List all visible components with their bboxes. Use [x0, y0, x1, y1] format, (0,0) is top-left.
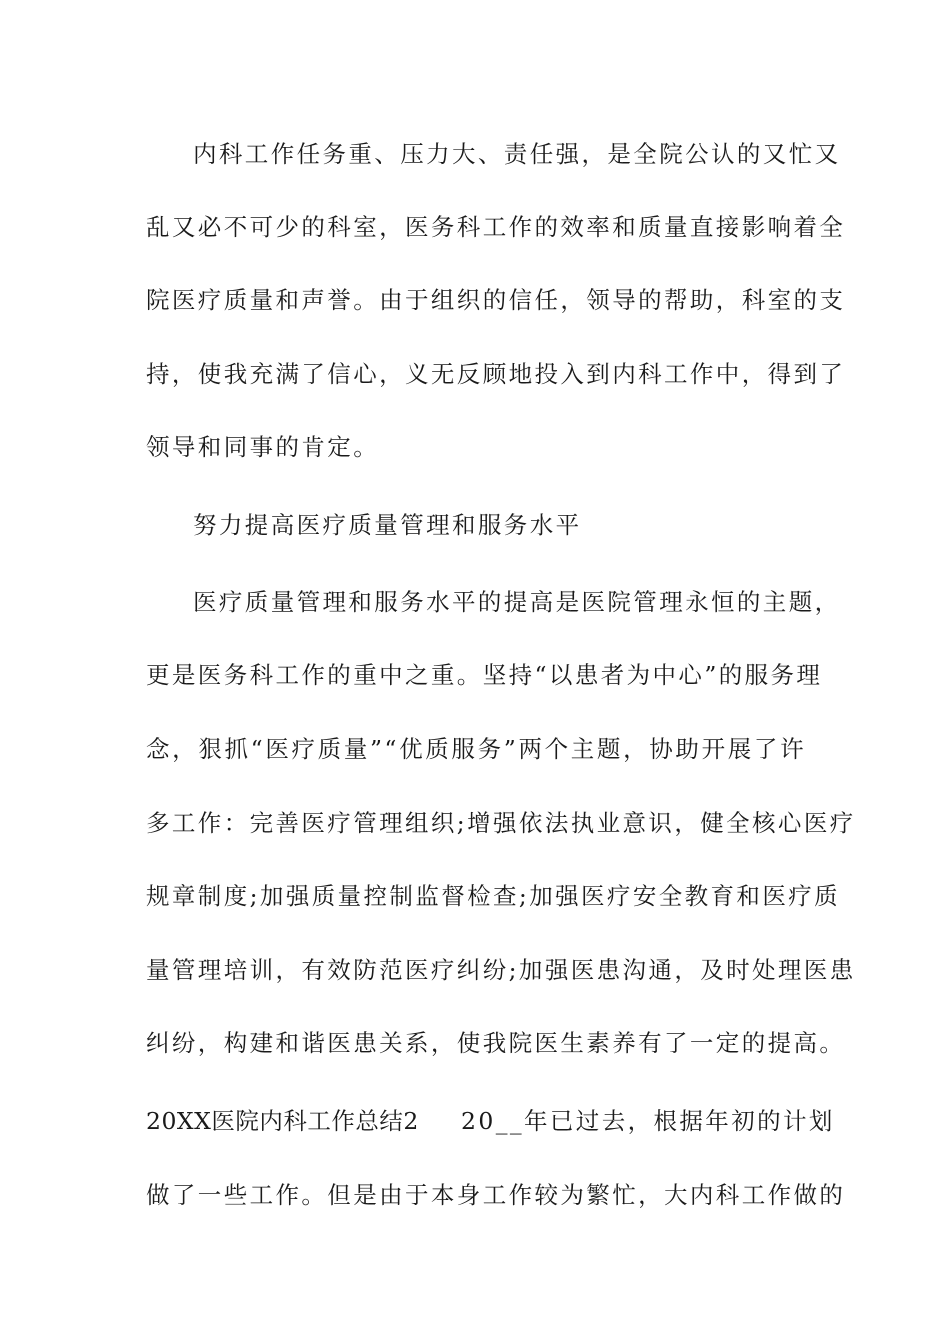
para2-line-5: 规章制度;加强质量控制监督检查;加强医疗安全教育和医疗质 — [146, 882, 841, 910]
para1-line-4: 持，使我充满了信心，义无反顾地投入到内科工作中，得到了 — [146, 360, 846, 388]
para2-line-1: 医疗质量管理和服务水平的提高是医院管理永恒的主题， — [193, 588, 841, 616]
section2-second-line: 做了一些工作。但是由于本身工作较为繁忙，大内科工作做的 — [146, 1181, 846, 1209]
para2-line-3: 念，狠抓“医疗质量”“优质服务”两个主题，协助开展了许 — [146, 735, 806, 763]
section2-first-line: 20__年已过去，根据年初的计划 — [461, 1107, 835, 1135]
para1-line-5: 领导和同事的肯定。 — [146, 433, 380, 461]
section2-title: 20XX医院内科工作总结2 — [146, 1107, 419, 1135]
section-heading: 努力提高医疗质量管理和服务水平 — [193, 511, 582, 539]
para2-line-6: 量管理培训，有效防范医疗纠纷;加强医患沟通，及时处理医患 — [146, 956, 856, 984]
para2-line-7: 纠纷，构建和谐医患关系，使我院医生素养有了一定的提高。 — [146, 1029, 846, 1057]
para1-line-2: 乱又必不可少的科室，医务科工作的效率和质量直接影响着全 — [146, 213, 846, 241]
para1-line-1: 内科工作任务重、压力大、责任强，是全院公认的又忙又 — [193, 140, 841, 168]
para1-line-3: 院医疗质量和声誉。由于组织的信任，领导的帮助，科室的支 — [146, 286, 846, 314]
para2-line-4: 多工作：完善医疗管理组织;增强依法执业意识，健全核心医疗 — [146, 809, 856, 837]
para2-line-2: 更是医务科工作的重中之重。坚持“以患者为中心”的服务理 — [146, 661, 823, 689]
